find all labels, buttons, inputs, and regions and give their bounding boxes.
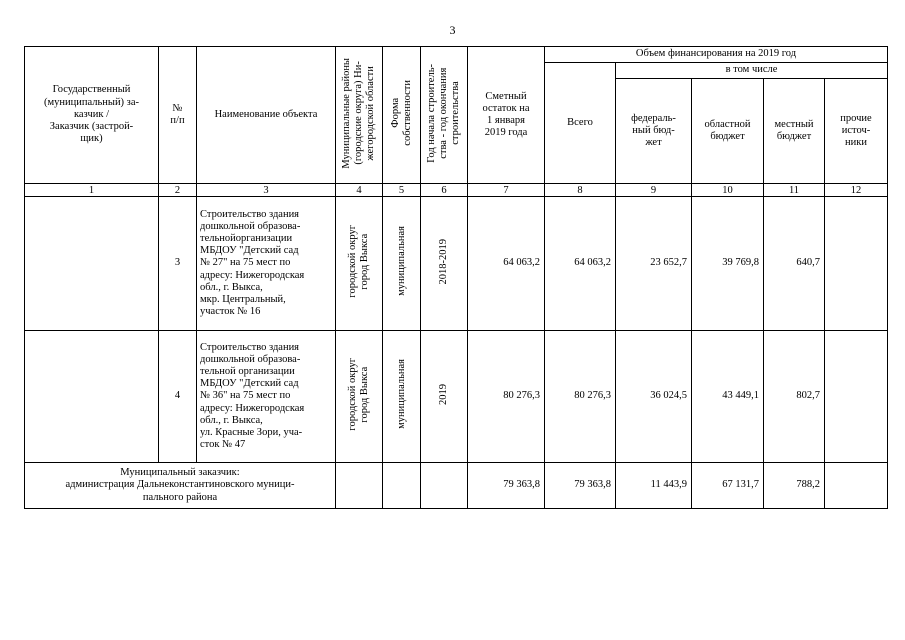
row-regional: 43 449,1 [692, 331, 764, 463]
summary-empty-cell [336, 463, 383, 509]
row-total: 64 063,2 [545, 197, 616, 331]
row-ownership-text: муниципальная [395, 226, 407, 297]
header-ownership-text: Форма собственности [389, 80, 413, 146]
column-number: 3 [197, 184, 336, 197]
column-number: 8 [545, 184, 616, 197]
header-index: № п/п [159, 47, 197, 184]
row-index: 4 [159, 331, 197, 463]
header-years-text: Год начала строитель- ства - год окончания строительства [426, 63, 461, 163]
page-number: 3 [449, 23, 456, 37]
summary-estimate: 79 363,8 [468, 463, 545, 509]
row-ownership [383, 331, 421, 463]
funding-table [24, 46, 888, 509]
row-regional: 39 769,8 [692, 197, 764, 331]
row-estimate: 80 276,3 [468, 331, 545, 463]
row-years [421, 331, 468, 463]
column-number: 2 [159, 184, 197, 197]
column-number: 6 [421, 184, 468, 197]
row-estimate: 64 063,2 [468, 197, 545, 331]
header-other: прочие источ- ники [825, 79, 888, 184]
header-funding-volume: Объем финансирования на 2019 год [545, 47, 888, 63]
header-object-name: Наименование объекта [197, 47, 336, 184]
row-other [825, 197, 888, 331]
header-regional: областной бюджет [692, 79, 764, 184]
header-federal: федераль- ный бюд- жет [616, 79, 692, 184]
header-local: местный бюджет [764, 79, 825, 184]
header-districts-text: Муниципальные районы (городские округа) Ни- жегородской области [341, 57, 376, 169]
row-ownership-text: муниципальная [395, 359, 407, 430]
row-federal: 23 652,7 [616, 197, 692, 331]
header-customer: Государственный (муниципальный) за- казчик / Заказчик (застрой- щик) [25, 47, 159, 184]
header-districts [336, 47, 383, 184]
header-total: Всего [545, 63, 616, 184]
header-including: в том числе [616, 63, 888, 79]
summary-label: Муниципальный заказчик: администрация Дальнеконстантиновского муници- пального района [25, 463, 336, 509]
summary-empty-cell [383, 463, 421, 509]
column-number: 11 [764, 184, 825, 197]
summary-total: 79 363,8 [545, 463, 616, 509]
summary-empty-cell [421, 463, 468, 509]
row-district-text: городской округ город Выкса [347, 225, 370, 298]
row-local: 802,7 [764, 331, 825, 463]
row-years-text: 2019 [438, 383, 449, 405]
table-row [25, 197, 888, 331]
column-numbers-row [25, 184, 888, 197]
row-years [421, 197, 468, 331]
row-federal: 36 024,5 [616, 331, 692, 463]
row-object: Строительство здания дошкольной образова- тельнойорганизации МБДОУ "Детский сад № 27" на 75 мест по адресу: Нижегородская обл., г. Выкса, мкр. Центральный, участок № 16 [197, 197, 336, 331]
column-number: 10 [692, 184, 764, 197]
summary-local: 788,2 [764, 463, 825, 509]
row-customer [25, 331, 159, 463]
summary-federal: 11 443,9 [616, 463, 692, 509]
column-number: 4 [336, 184, 383, 197]
header-ownership [383, 47, 421, 184]
column-number: 7 [468, 184, 545, 197]
table-row [25, 331, 888, 463]
row-total: 80 276,3 [545, 331, 616, 463]
header-estimate: Сметный остаток на 1 января 2019 года [468, 47, 545, 184]
row-customer [25, 197, 159, 331]
summary-other [825, 463, 888, 509]
header-years [421, 47, 468, 184]
row-years-text: 2018-2019 [438, 238, 449, 285]
row-index: 3 [159, 197, 197, 331]
row-district [336, 331, 383, 463]
row-object: Строительство здания дошкольной образова- тельной организации МБДОУ "Детский сад № 36" на 75 мест по адресу: Нижегородская обл., г. Выкса, ул. Красные Зори, уча- сток № 47 [197, 331, 336, 463]
row-ownership [383, 197, 421, 331]
row-district-text: городской округ город Выкса [347, 358, 370, 431]
column-number: 9 [616, 184, 692, 197]
row-local: 640,7 [764, 197, 825, 331]
column-number: 5 [383, 184, 421, 197]
summary-regional: 67 131,7 [692, 463, 764, 509]
column-number: 1 [25, 184, 159, 197]
row-other [825, 331, 888, 463]
column-number: 12 [825, 184, 888, 197]
row-district [336, 197, 383, 331]
summary-row [25, 463, 888, 509]
